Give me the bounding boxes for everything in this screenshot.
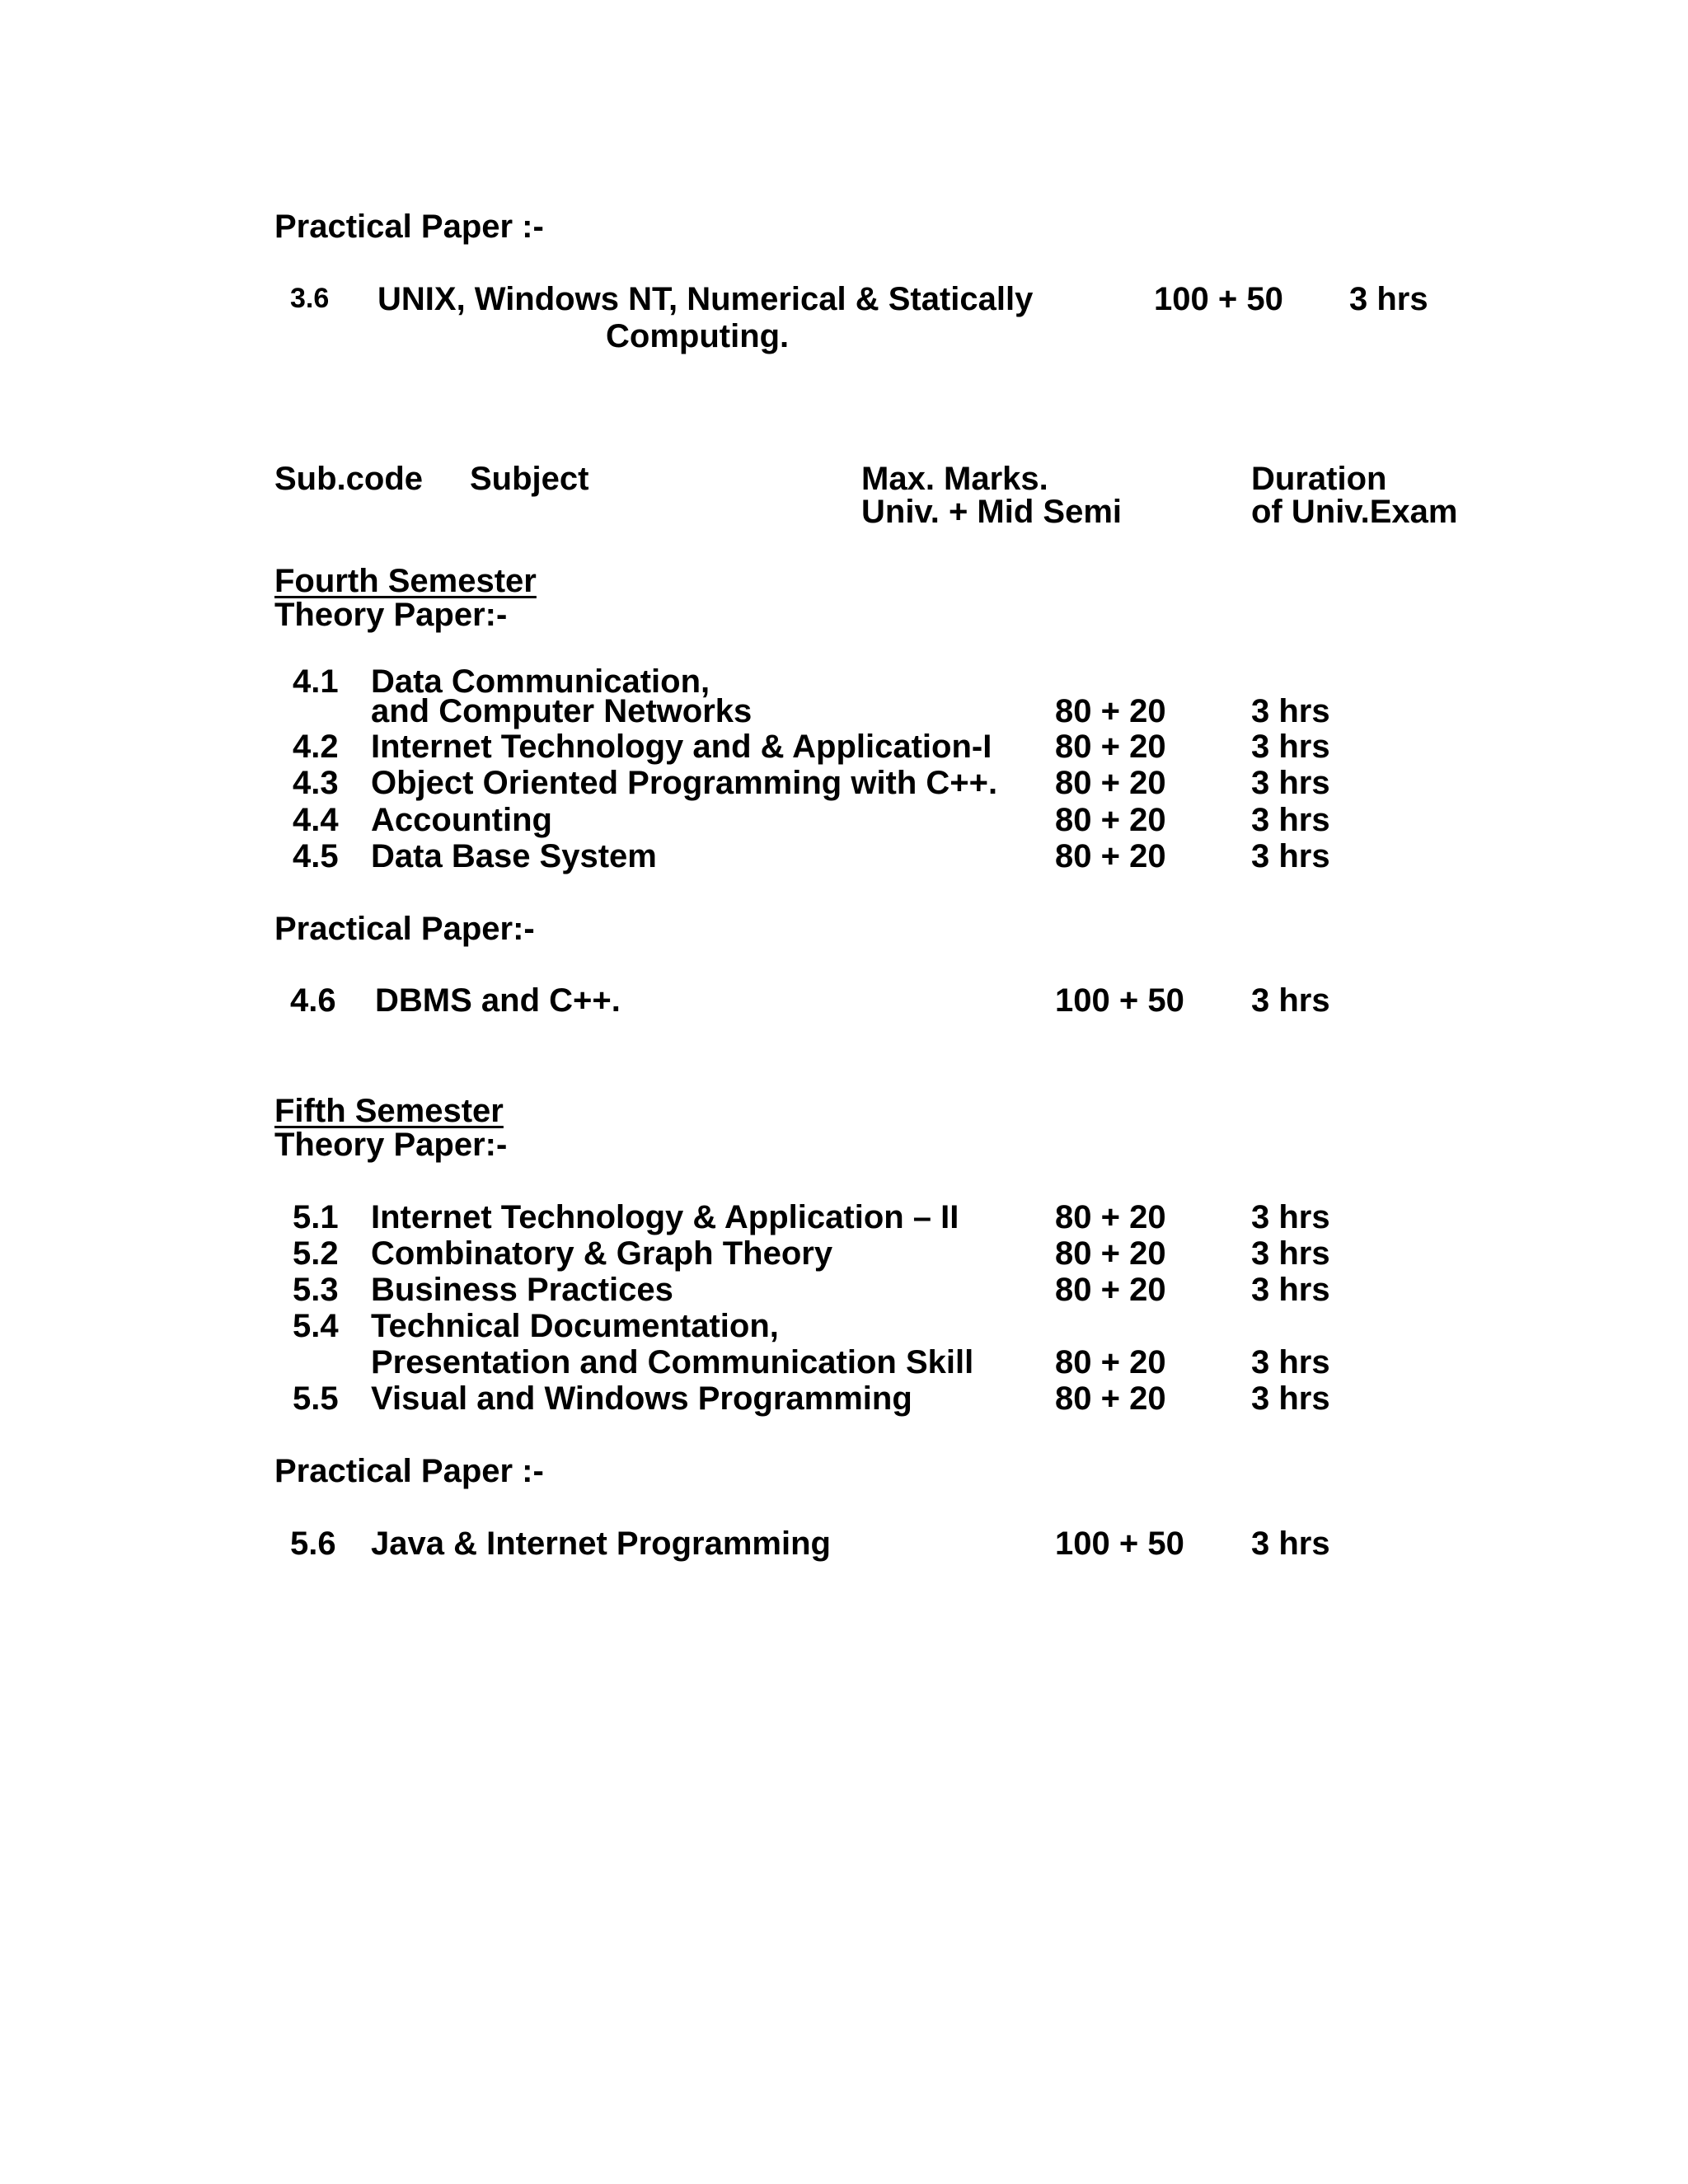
paper-duration: 3 hrs <box>1251 765 1330 801</box>
paper-marks: 80 + 20 <box>1055 729 1166 765</box>
paper-subject: Internet Technology and & Application-I <box>371 729 992 765</box>
header-duration: Duration <box>1251 461 1387 497</box>
theory-heading-fifth: Theory Paper:- <box>274 1127 508 1163</box>
paper-code: 5.1 <box>293 1199 339 1235</box>
header-of-univ-exam: of Univ.Exam <box>1251 494 1458 530</box>
paper-code: 5.2 <box>293 1235 339 1272</box>
paper-duration: 3 hrs <box>1251 1526 1330 1562</box>
paper-subject: Data Base System <box>371 838 657 874</box>
header-subcode: Sub.code <box>274 461 424 497</box>
paper-duration: 3 hrs <box>1251 1272 1330 1308</box>
paper-code: 4.1 <box>293 663 339 700</box>
paper-subject-cont: and Computer Networks <box>371 693 753 729</box>
paper-code: 5.4 <box>293 1308 339 1344</box>
paper-subject: Business Practices <box>371 1272 673 1308</box>
paper-marks: 100 + 50 <box>1154 281 1283 317</box>
paper-subject: Java & Internet Programming <box>371 1526 831 1562</box>
paper-duration: 3 hrs <box>1251 1199 1330 1235</box>
paper-code: 5.5 <box>293 1380 339 1417</box>
paper-marks: 80 + 20 <box>1055 1344 1166 1380</box>
paper-marks: 80 + 20 <box>1055 693 1166 729</box>
paper-subject-cont: Computing. <box>606 318 790 354</box>
paper-subject: Internet Technology & Application – II <box>371 1199 959 1235</box>
theory-heading-fourth: Theory Paper:- <box>274 597 508 633</box>
paper-duration: 3 hrs <box>1251 838 1330 874</box>
paper-subject: DBMS and C++. <box>375 982 621 1019</box>
paper-subject-cont: Presentation and Communication Skill <box>371 1344 974 1380</box>
paper-marks: 100 + 50 <box>1055 1526 1184 1562</box>
paper-marks: 80 + 20 <box>1055 802 1166 838</box>
paper-subject: Data Communication, <box>371 663 710 700</box>
paper-code: 5.6 <box>290 1526 336 1562</box>
paper-marks: 80 + 20 <box>1055 1199 1166 1235</box>
practical-heading-third: Practical Paper :- <box>274 209 544 245</box>
paper-duration: 3 hrs <box>1251 1344 1330 1380</box>
paper-code: 4.5 <box>293 838 339 874</box>
paper-marks: 80 + 20 <box>1055 1380 1166 1417</box>
paper-subject: UNIX, Windows NT, Numerical & Statically <box>377 281 1034 317</box>
paper-subject: Accounting <box>371 802 552 838</box>
paper-subject: Visual and Windows Programming <box>371 1380 912 1417</box>
paper-subject: Technical Documentation, <box>371 1308 779 1344</box>
paper-subject: Object Oriented Programming with C++. <box>371 765 998 801</box>
paper-duration: 3 hrs <box>1251 1235 1330 1272</box>
paper-marks: 100 + 50 <box>1055 982 1184 1019</box>
paper-subject: Combinatory & Graph Theory <box>371 1235 833 1272</box>
paper-duration: 3 hrs <box>1251 1380 1330 1417</box>
paper-duration: 3 hrs <box>1251 729 1330 765</box>
paper-marks: 80 + 20 <box>1055 765 1166 801</box>
paper-code: 3.6 <box>290 283 330 314</box>
practical-heading-fourth: Practical Paper:- <box>274 911 535 947</box>
header-univ-mid-semi: Univ. + Mid Semi <box>861 494 1122 530</box>
semester-title-fourth: Fourth Semester <box>274 563 537 599</box>
practical-heading-fifth: Practical Paper :- <box>274 1453 544 1489</box>
paper-code: 5.3 <box>293 1272 339 1308</box>
semester-title-fifth: Fifth Semester <box>274 1093 504 1129</box>
paper-duration: 3 hrs <box>1251 802 1330 838</box>
header-max-marks: Max. Marks. <box>861 461 1048 497</box>
paper-code: 4.6 <box>290 982 336 1019</box>
paper-duration: 3 hrs <box>1251 982 1330 1019</box>
paper-marks: 80 + 20 <box>1055 1272 1166 1308</box>
header-subject: Subject <box>470 461 589 497</box>
paper-code: 4.4 <box>293 802 339 838</box>
paper-code: 4.3 <box>293 765 339 801</box>
paper-duration: 3 hrs <box>1349 281 1428 317</box>
paper-marks: 80 + 20 <box>1055 838 1166 874</box>
paper-duration: 3 hrs <box>1251 693 1330 729</box>
paper-marks: 80 + 20 <box>1055 1235 1166 1272</box>
paper-code: 4.2 <box>293 729 339 765</box>
